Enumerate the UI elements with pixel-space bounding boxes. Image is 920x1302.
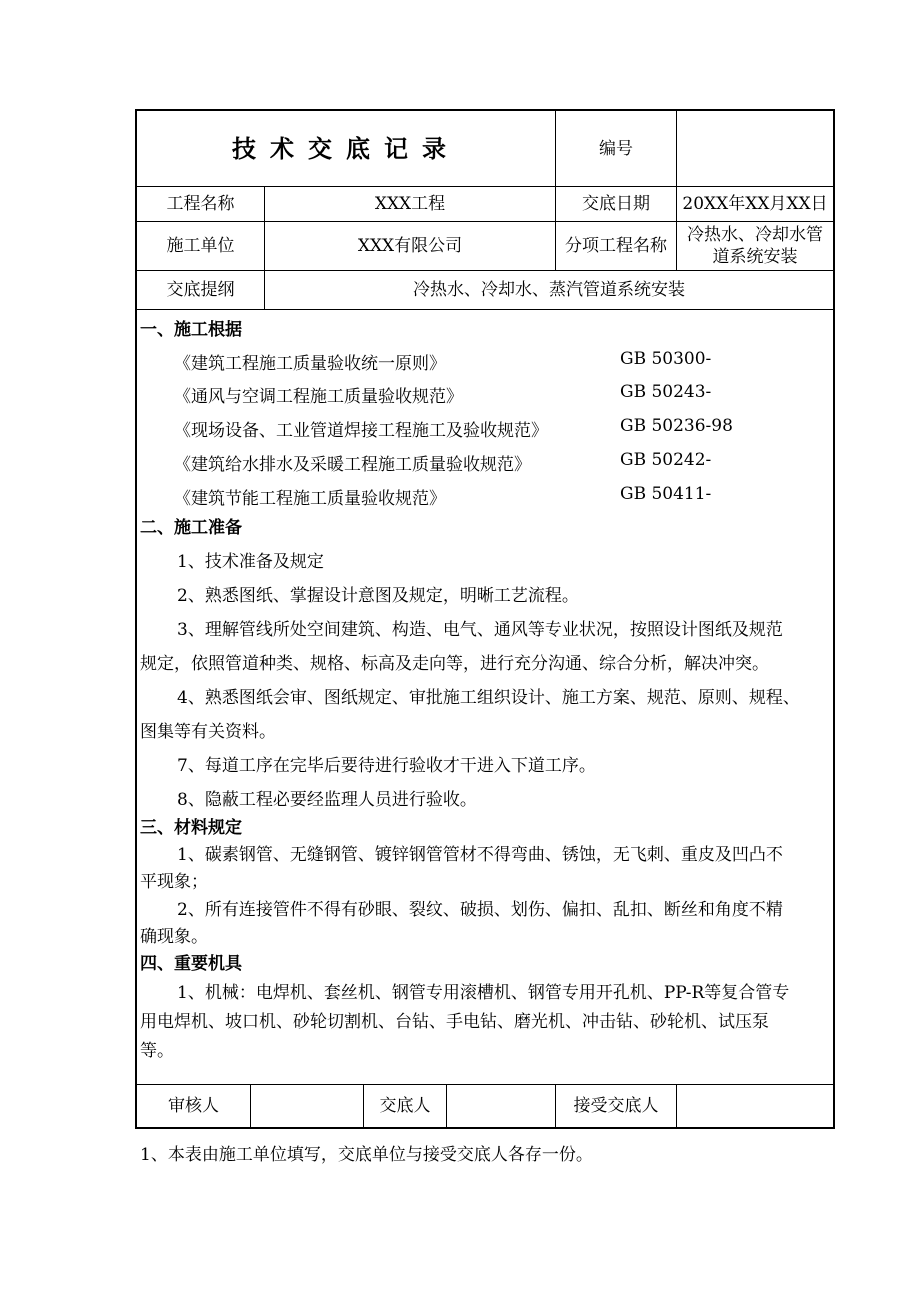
basis-item-name: 《建筑工程施工质量验收统一原则》 (174, 354, 446, 374)
receiver-label: 接受交底人 (573, 1096, 659, 1116)
sub-project-value[interactable] (677, 222, 833, 270)
receiver-signature[interactable] (677, 1085, 833, 1127)
basis-item-name: 《通风与空调工程施工质量验收规范》 (174, 387, 463, 407)
materials-line: 平现象； (140, 872, 208, 892)
outline-value[interactable]: 冷热水、冷却水、蒸汽管道系统安装 (413, 280, 685, 300)
row-line-4 (135, 309, 835, 310)
basis-item-name: 《建筑节能工程施工质量验收规范》 (174, 489, 446, 509)
prep-line: 2、熟悉图纸、掌握设计意图及规定，明晰工艺流程。 (177, 586, 579, 606)
date-label: 交底日期 (582, 194, 650, 214)
date-value[interactable]: 20XX年XX月XX日 (682, 194, 828, 214)
section-prep-title: 二、施工准备 (140, 518, 242, 538)
project-name-value[interactable]: XXX工程 (374, 194, 446, 214)
sub-project-label: 分项工程名称 (565, 236, 667, 256)
materials-line: 确现象。 (140, 927, 208, 947)
prep-line: 图集等有关资料。 (140, 722, 276, 742)
table-bottom-border (135, 1127, 835, 1129)
prep-line: 1、技术准备及规定 (177, 552, 324, 572)
tools-line: 等。 (140, 1041, 174, 1061)
reviewer-label: 审核人 (168, 1096, 219, 1116)
document-title: 技术交底记录 (232, 133, 460, 163)
reviewer-signature[interactable] (251, 1085, 363, 1127)
basis-item-code: GB 50236-98 (620, 416, 733, 436)
basis-item-code: GB 50411- (620, 484, 712, 504)
number-label: 编号 (599, 138, 633, 159)
table-right-border (833, 109, 835, 1129)
basis-item-code: GB 50300- (620, 349, 712, 369)
basis-item-name: 《建筑给水排水及采暖工程施工质量验收规范》 (174, 455, 531, 475)
section-tools-title: 四、重要机具 (140, 954, 242, 974)
prep-line: 规定，依照管道种类、规格、标高及走向等，进行充分沟通、综合分析，解决冲突。 (140, 654, 769, 674)
discloser-signature[interactable] (447, 1085, 555, 1127)
prep-line: 7、每道工序在完毕后要待进行验收才干进入下道工序。 (177, 756, 596, 776)
prep-line: 3、理解管线所处空间建筑、构造、电气、通风等专业状况，按照设计图纸及规范 (177, 620, 783, 640)
footnote: 1、本表由施工单位填写，交底单位与接受交底人各存一份。 (140, 1145, 593, 1165)
outline-label: 交底提纲 (166, 280, 235, 300)
basis-item-name: 《现场设备、工业管道焊接工程施工及验收规范》 (174, 421, 548, 441)
prep-line: 8、隐蔽工程必要经监理人员进行验收。 (177, 790, 477, 810)
section-materials-title: 三、材料规定 (140, 818, 242, 838)
unit-value[interactable]: XXX有限公司 (357, 236, 463, 256)
sub-project-value-line1: 冷热水、冷却水管 (687, 225, 823, 245)
number-value[interactable] (677, 111, 833, 186)
sub-project-value-line2: 道系统安装 (712, 247, 798, 267)
discloser-label: 交底人 (379, 1096, 431, 1116)
basis-item-code: GB 50242- (620, 450, 712, 470)
unit-label: 施工单位 (166, 236, 235, 256)
tools-line: 1、机械：电焊机、套丝机、钢管专用滚槽机、钢管专用开孔机、PP-R等复合管专 (177, 983, 790, 1003)
section-basis-title: 一、施工根据 (140, 320, 242, 340)
project-name-label: 工程名称 (166, 194, 235, 214)
prep-line: 4、熟悉图纸会审、图纸规定、审批施工组织设计、施工方案、规范、原则、规程、 (177, 688, 800, 708)
basis-item-code: GB 50243- (620, 382, 712, 402)
materials-line: 1、碳素钢管、无缝钢管、镀锌钢管管材不得弯曲、锈蚀，无飞刺、重皮及凹凸不 (177, 845, 783, 865)
materials-line: 2、所有连接管件不得有砂眼、裂纹、破损、划伤、偏扣、乱扣、断丝和角度不精 (177, 900, 783, 920)
tools-line: 用电焊机、坡口机、砂轮切割机、台钻、手电钻、磨光机、冲击钻、砂轮机、试压泵 (140, 1012, 769, 1032)
